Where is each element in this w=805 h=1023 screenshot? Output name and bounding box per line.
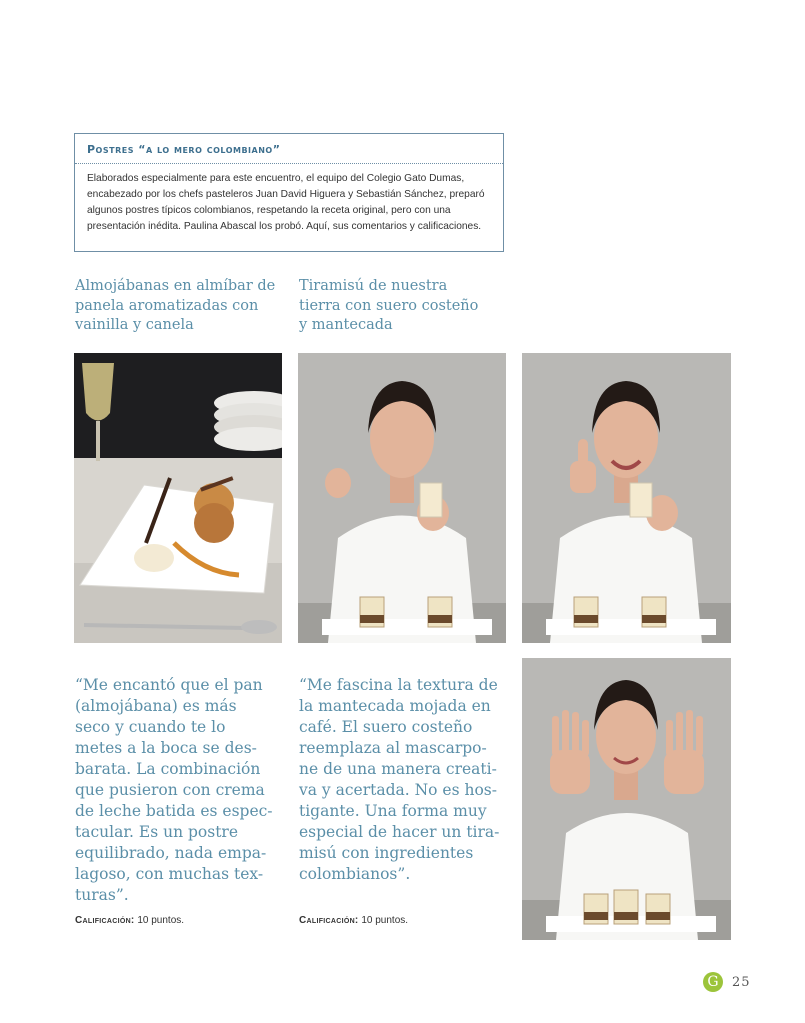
quote-line: seco y cuando te lo (75, 718, 226, 736)
rating-value: 10 puntos. (361, 915, 409, 926)
dish-1-title (75, 277, 275, 336)
quote-line: que pusieron con crema (75, 781, 265, 799)
quote-line: colombianos”. (299, 865, 411, 883)
quote-line: turas”. (75, 886, 129, 904)
quote-line: (almojábana) es más (75, 697, 237, 715)
quote-line: reemplaza al mascarpo- (299, 739, 487, 757)
chef-thumbs-up-photo (522, 353, 731, 643)
dish-1-rating (75, 915, 184, 926)
intro-box-divider (75, 163, 503, 164)
page-footer (703, 972, 751, 992)
dish-2-quote (299, 675, 514, 885)
chef-tasting-photo (298, 353, 506, 643)
quote-line: va y acertada. No es hos- (299, 781, 497, 799)
quote-line: ne de una manera creati- (299, 760, 497, 778)
intro-box-title: Postres “a lo mero colombiano” (87, 143, 281, 156)
dish-1-title-line: vainilla y canela (75, 317, 194, 333)
dish-1-quote (75, 675, 290, 906)
dish-2-title (299, 277, 478, 336)
page-number: 25 (732, 974, 751, 990)
quote-line: “Me fascina la textura de (299, 676, 498, 694)
intro-box-body: Elaborados especialmente para este encuentro, el equipo del Colegio Gato Dumas, encabezado por los chefs pasteleros Juan David Higuera y Sebastián Sánchez, preparó algunos postres típicos colombianos, respetando la receta original, pero con una presentación inédita. Paulina Abascal los probó. Aquí, sus comentarios y calificaciones. (87, 173, 485, 232)
dish-1-title-line: panela aromatizadas con (75, 297, 259, 314)
quote-line: “Me encantó que el pan (75, 676, 263, 694)
dish-2-title-line: y mantecada (299, 317, 393, 333)
rating-label: Calificación: (299, 915, 359, 926)
dish-1-title-line: Almojábanas en almíbar de (75, 278, 276, 294)
quote-line: de leche batida es espec- (75, 802, 273, 820)
quote-line: café. El suero costeño (299, 718, 473, 736)
chef-hands-open-photo (522, 658, 731, 940)
quote-line: equilibrado, nada empa- (75, 844, 267, 862)
quote-line: la mantecada mojada en (299, 697, 491, 715)
quote-line: tigante. Una forma muy (299, 802, 487, 820)
quote-line: lagoso, con muchas tex- (75, 865, 264, 883)
rating-value: 10 puntos. (137, 915, 185, 926)
quote-line: metes a la boca se des- (75, 739, 257, 757)
dish-2-rating (299, 915, 408, 926)
quote-line: especial de hacer un tira- (299, 823, 500, 841)
rating-label: Calificación: (75, 915, 135, 926)
magazine-logo-icon: G (703, 972, 723, 992)
almojabanas-dessert-photo (74, 353, 282, 643)
dish-2-title-line: Tiramisú de nuestra (299, 278, 448, 294)
quote-line: misú con ingredientes (299, 844, 474, 862)
dish-2-title-line: tierra con suero costeño (299, 297, 479, 314)
quote-line: barata. La combinación (75, 760, 261, 778)
quote-line: tacular. Es un postre (75, 823, 238, 841)
intro-box (74, 133, 504, 252)
